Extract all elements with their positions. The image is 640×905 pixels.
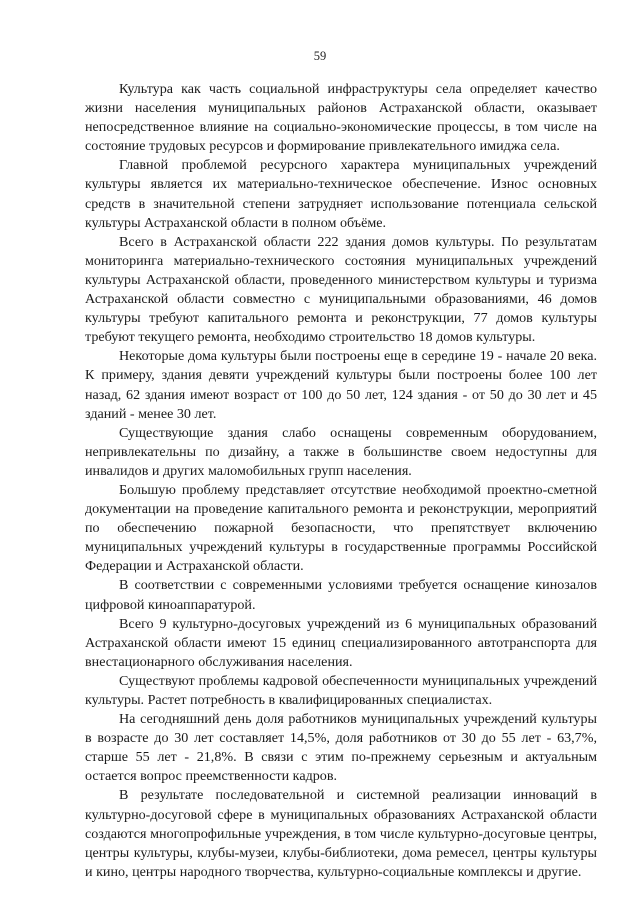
body-text — [85, 80, 597, 882]
paragraph-main-problem: Главной проблемой ресурсного характера муниципальных учреждений культуры является их материально-техническое обеспечение. Износ основных средств в значительной степени затрудняет использование потенциала сельской культуры Астраханской области в полном объёме. — [85, 157, 597, 231]
page-number: 59 — [313, 49, 327, 63]
paragraph-buildings-age: Некоторые дома культуры были построены еще в середине 19 - начале 20 века. К примеру, здания девяти учреждений культуры были построены более 100 лет назад, 62 здания имеют возраст от 100 до 50 лет, 124 здания - от 50 до 30 лет и 45 зданий - менее 30 лет. — [85, 348, 597, 422]
paragraph-documentation: Большую проблему представляет отсутствие необходимой проектно-сметной документации на проведение капитального ремонта и реконструкции, мероприятий по обеспечению пожарной безопасности, что препятствует включению муниципальных учреждений культуры в государственные программы Российской Федерации и Астраханской области. — [85, 481, 597, 575]
paragraph-equipment: Существующие здания слабо оснащены современным оборудованием, непривлекательны по дизайну, а также в большинстве своем недоступны для инвалидов и других маломобильных групп населения. — [85, 424, 597, 479]
paragraph-culture-intro: Культура как часть социальной инфраструктуры села определяет качество жизни населения муниципальных районов Астраханской области, оказывает непосредственное влияние на социально-экономические процессы, в том числе на состояние трудовых ресурсов и формирование привлекательного имиджа села. — [85, 81, 597, 155]
paragraph-innovation: В результате последовательной и системной реализации инноваций в культурно-досуговой сфере в муниципальных образованиях Астраханской области создаются многопрофильные учреждения, в том числе культурно-досуговые центры, центры культуры, клубы-музеи, клубы-библиотеки, дома ремесел, центры культуры и кино, центры народного творчества, культурно-социальные комплексы и другие. — [85, 787, 597, 880]
paragraph-cinema: В соответствии с современными условиями требуется оснащение кинозалов цифровой киноаппаратурой. — [85, 577, 597, 613]
paragraph-staffing: Существуют проблемы кадровой обеспеченности муниципальных учреждений культуры. Растет потребность в квалифицированных специалистах. — [85, 672, 597, 708]
paragraph-staff-age: На сегодняшний день доля работников муниципальных учреждений культуры в возрасте до 30 лет составляет 14,5%, доля работников от 30 до 55 лет - 63,7%, старше 55 лет - 21,8%. В связи с этим по-прежнему серьезным и актуальным остается вопрос преемственности кадров. — [85, 711, 597, 785]
paragraph-buildings-total: Всего в Астраханской области 222 здания домов культуры. По результатам мониторинга материально-технического состояния муниципальных учреждений культуры Астраханской области, проведенного министерством культуры и туризма Астраханской области совместно с муниципальными образованиями, 46 домов культуры требуют капитального ремонта и реконструкции, 77 домов культуры требуют текущего ремонта, необходимо строительство 18 домов культуры. — [85, 233, 597, 346]
paragraph-transport: Всего 9 культурно-досуговых учреждений из 6 муниципальных образований Астраханской области имеют 15 единиц специализированного автотранспорта для внестационарного обслуживания населения. — [85, 615, 597, 670]
